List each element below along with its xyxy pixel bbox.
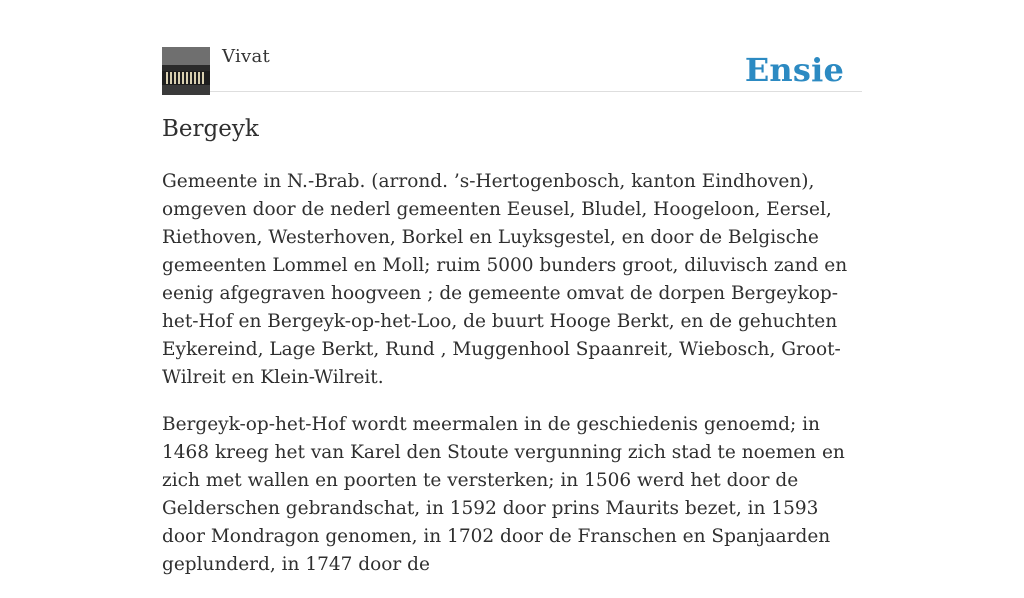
page xyxy=(162,0,862,575)
paragraph: Gemeente in N.-Brab. (arrond. ’s-Hertogenbosch, kanton Eindhoven), omgeven door de nederl gemeenten Eeusel, Bludel, Hoogeloon, Eersel, Riethoven, Westerhoven, Borkel en Luyksgestel, en door de Belgische gemeenten Lommel en Moll; ruim 5000 bunders groot, diluvisch zand en eenig afgegraven hoogveen ; de gemeente omvat de dorpen Bergeykop-het-Hof en Bergeyk-op-het-Loo, de buurt Hooge Berkt, en de gehuchten Eykereind, Lage Berkt, Rund , Muggenhool Spaanreit, Wiebosch, Groot-Wilreit en Klein-Wilreit. xyxy=(162,171,848,388)
article-title: Bergeyk xyxy=(162,116,259,142)
header xyxy=(162,0,862,92)
brand-logo[interactable]: Ensie xyxy=(744,51,844,89)
author-name[interactable]: Vivat xyxy=(222,46,271,67)
typewriter-avatar-icon xyxy=(162,47,210,95)
author-avatar[interactable] xyxy=(162,47,210,95)
paragraph: Bergeyk-op-het-Hof wordt meermalen in de geschiedenis genoemd; in 1468 kreeg het van Karel den Stoute vergunning zich stad te noemen en zich met wallen en poorten te versterken; in 1506 werd het door de Gelderschen gebrandschat, in 1592 door prins Maurits bezet, in 1593 door Mondragon genomen, in 1702 door de Franschen en Spanjaarden geplunderd, in 1747 door de xyxy=(162,414,845,575)
article-body xyxy=(162,168,862,598)
